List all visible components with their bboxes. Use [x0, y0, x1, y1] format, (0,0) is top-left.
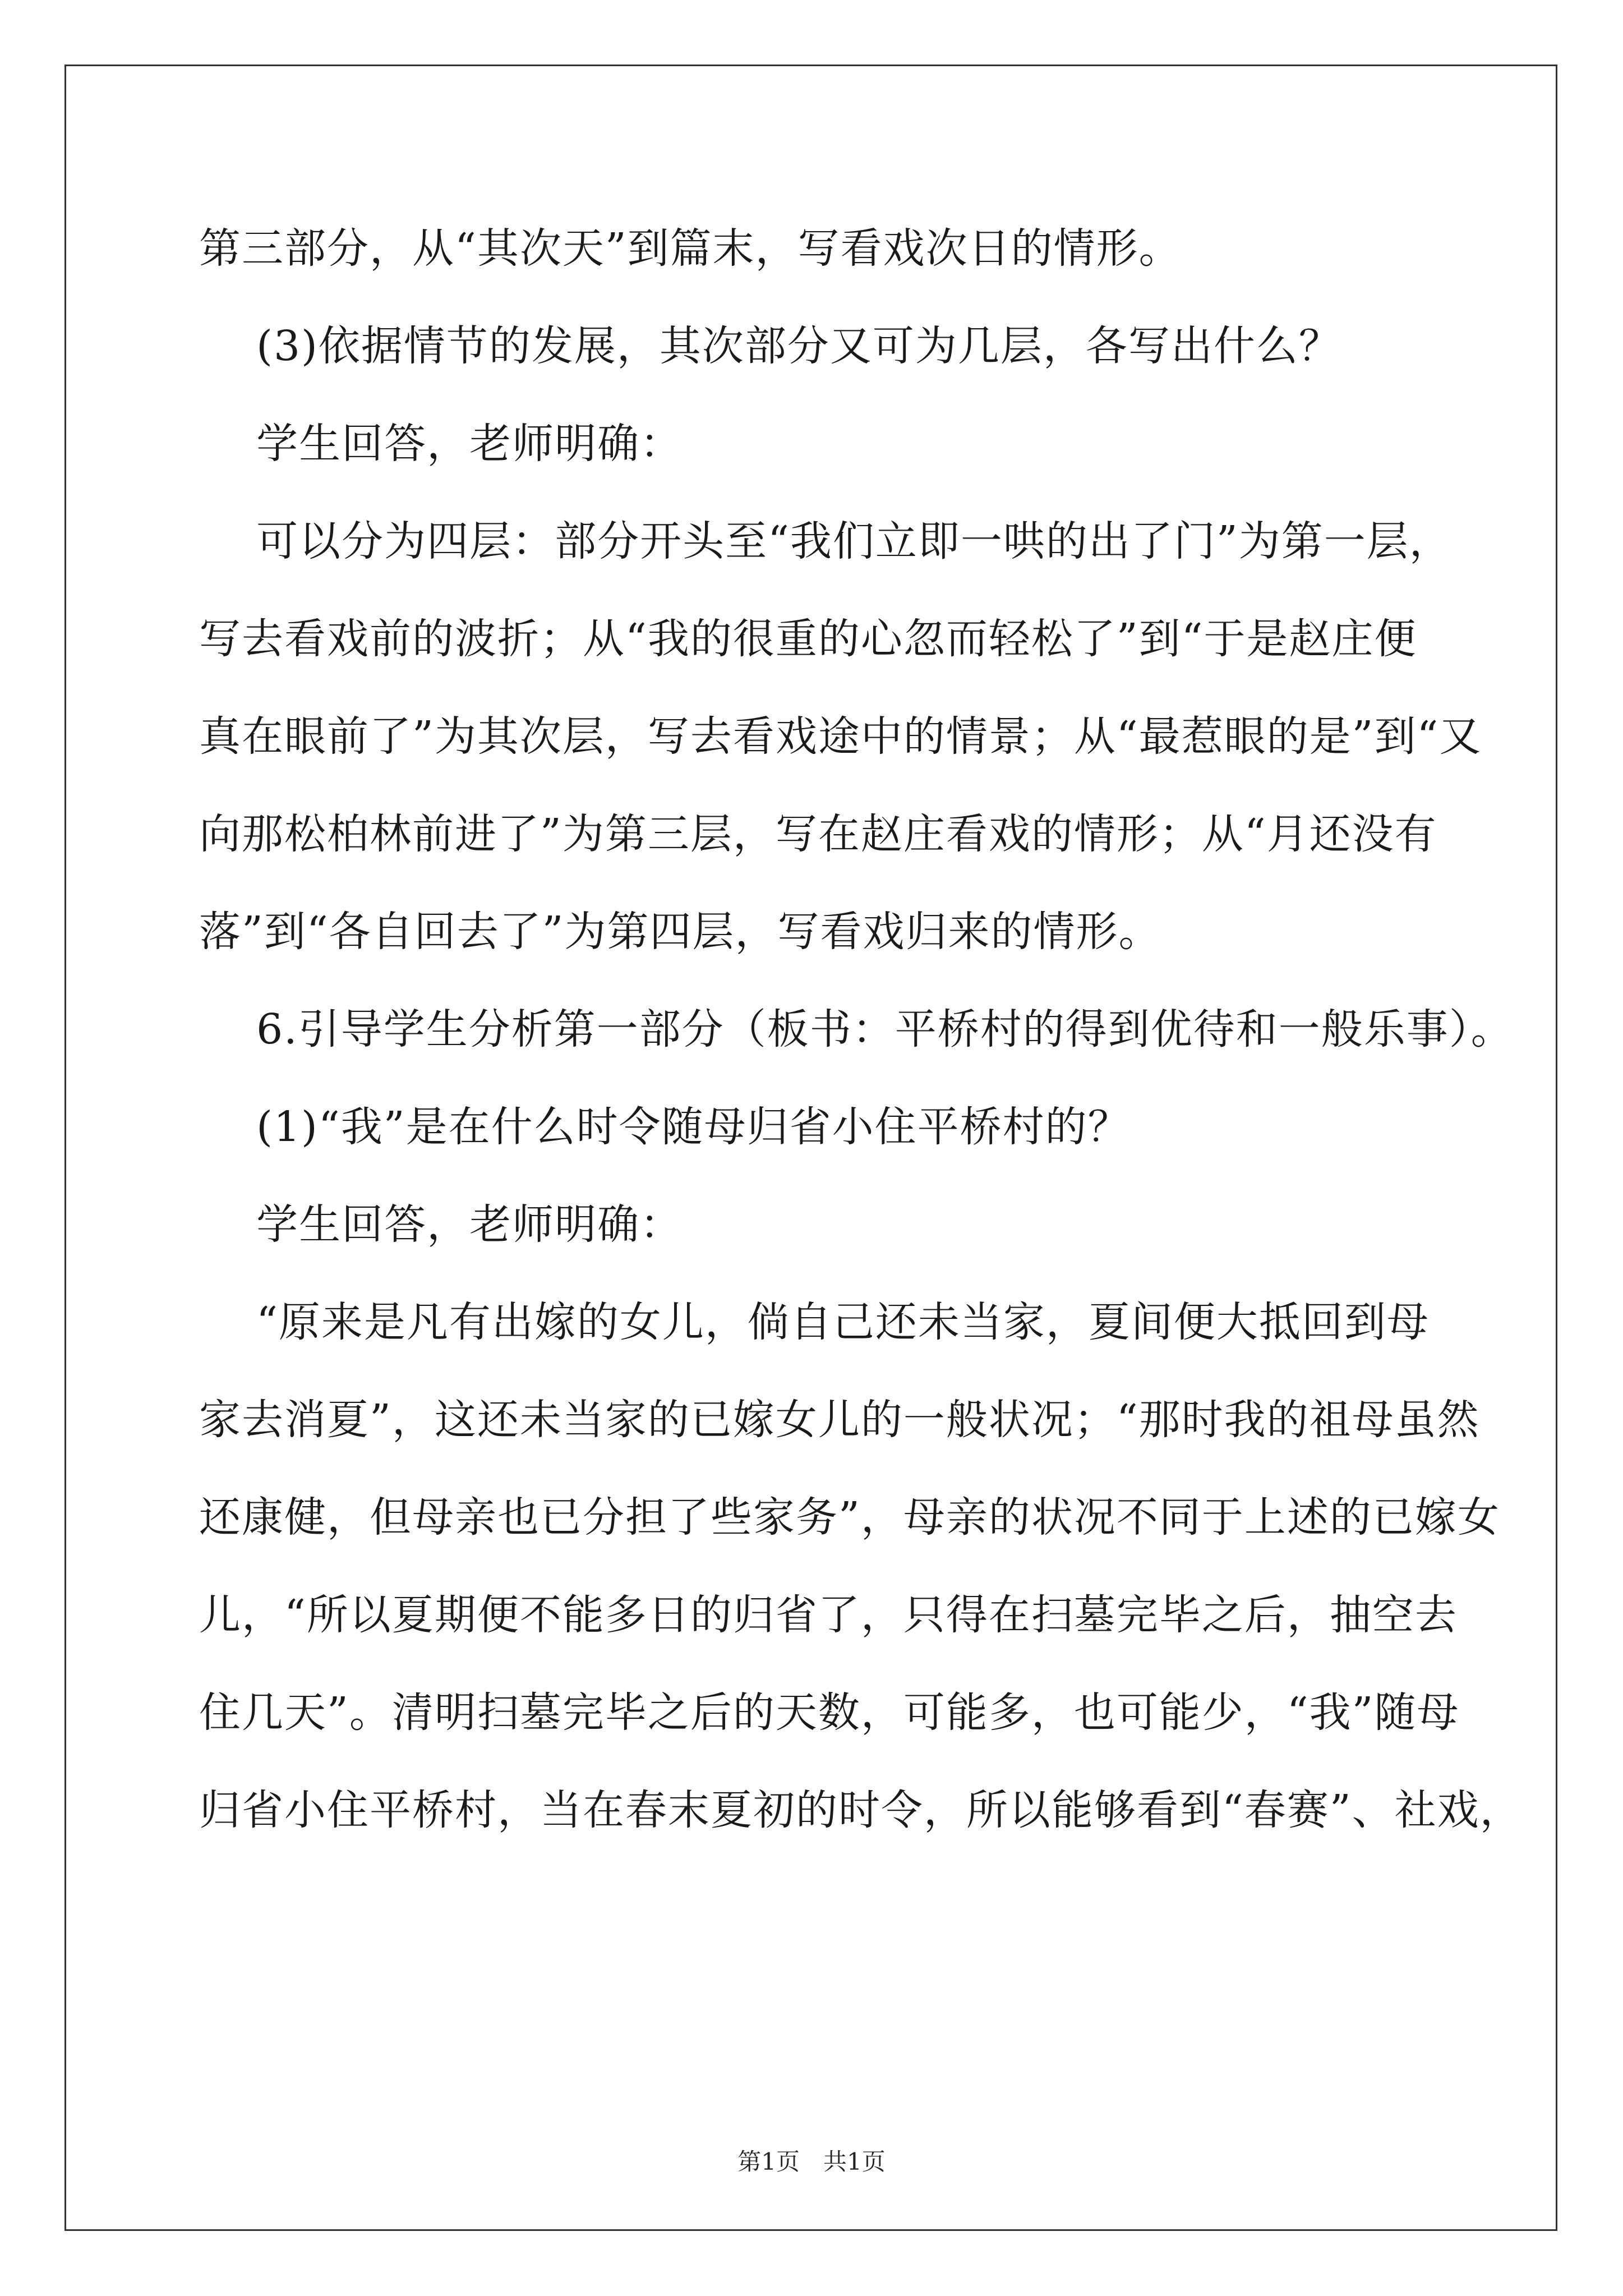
text-line: “原来是凡有出嫁的女儿，倘自己还未当家，夏间便大抵回到母: [199, 1298, 1430, 1346]
text-line: 家去消夏”，这还未当家的已嫁女儿的一般状况；“那时我的祖母虽然: [199, 1396, 1480, 1444]
text-line: 落”到“各自回去了”为第四层，写看戏归来的情形。: [199, 908, 1161, 956]
text-line: 还康健，但母亲也已分担了些家务”，母亲的状况不同于上述的已嫁女: [199, 1493, 1500, 1542]
text-line: 住几天”。清明扫墓完毕之后的天数，可能多，也可能少，“我”随母: [199, 1688, 1460, 1737]
text-line: 学生回答，老师明确：: [199, 420, 683, 468]
text-line: 写去看戏前的波折；从“我的很重的心忽而轻松了”到“于是赵庄便: [199, 615, 1417, 663]
text-line: (1)“我”是在什么时令随母归省小住平桥村的？: [199, 1103, 1131, 1151]
text-line: (3)依据情节的发展，其次部分又可为几层，各写出什么？: [199, 322, 1341, 370]
text-line: 可以分为四层：部分开头至“我们立即一哄的出了门”为第一层，: [199, 517, 1452, 565]
page-number: 第1页 共1页: [737, 2148, 886, 2175]
text-line: 向那松柏林前进了”为第三层，写在赵庄看戏的情形；从“月还没有: [199, 810, 1437, 858]
text-line: 儿，“所以夏期便不能多日的归省了，只得在扫墓完毕之后，抽空去: [199, 1591, 1458, 1639]
text-line: 归省小住平桥村，当在春末夏初的时令，所以能够看到“春赛”、社戏，: [199, 1786, 1523, 1834]
text-line: 6.引导学生分析第一部分（板书：平桥村的得到优待和一般乐事）。: [199, 1005, 1514, 1053]
text-line: 第三部分，从“其次天”到篇末，写看戏次日的情形。: [199, 224, 1182, 273]
text-line: 真在眼前了”为其次层，写去看戏途中的情景；从“最惹眼的是”到“又: [199, 712, 1482, 761]
text-line: 学生回答，老师明确：: [199, 1200, 683, 1249]
